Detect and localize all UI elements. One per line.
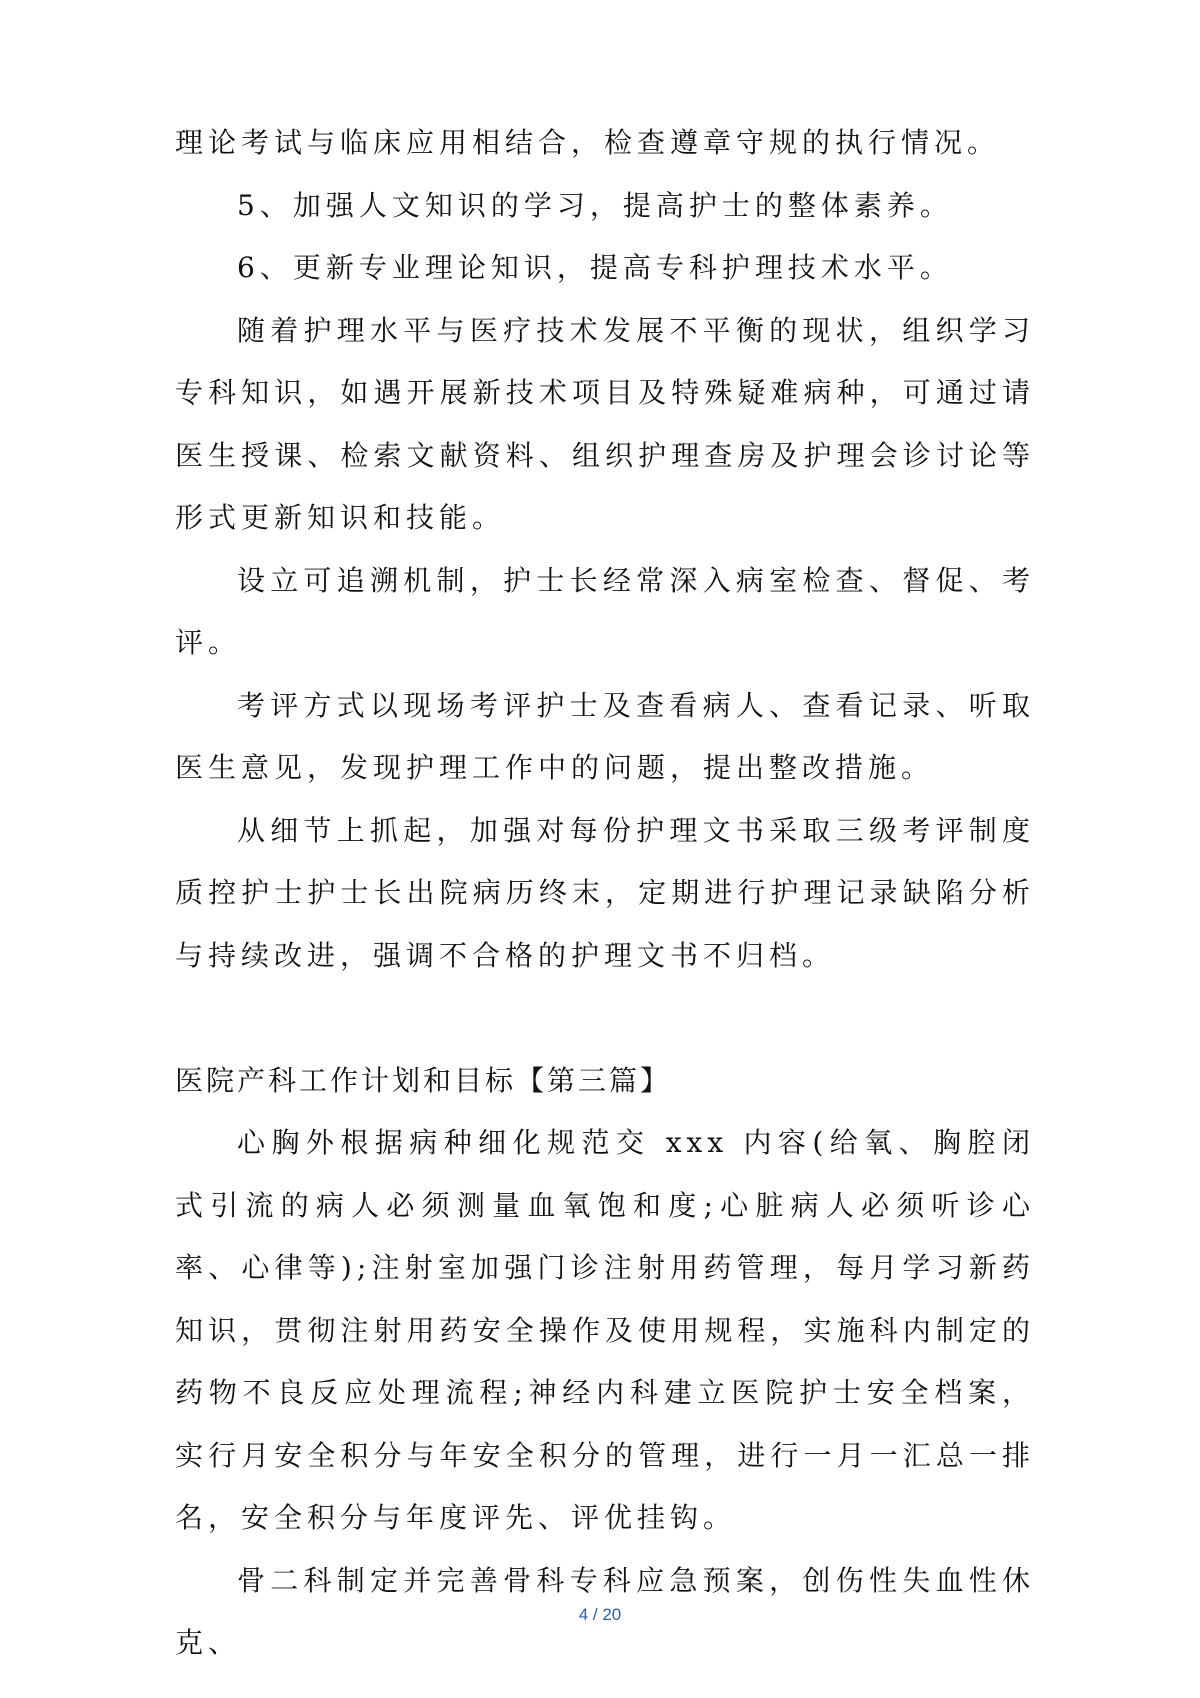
document-body: [175, 112, 1035, 1675]
paragraph-traceability: 设立可追溯机制，护士长经常深入病室检查、督促、考评。: [175, 563, 1035, 659]
paragraph-continuation: 理论考试与临床应用相结合，检查遵章守规的执行情况。: [175, 126, 1001, 159]
paragraph-orthopedics: 骨二科制定并完善骨科专科应急预案，创伤性失血性休克、: [175, 1563, 1035, 1659]
paragraph-specialty-knowledge: 随着护理水平与医疗技术发展不平衡的现状，组织学习专科知识，如遇开展新技术项目及特殊疑难病种，可通过请医生授课、检索文献资料、组织护理查房及护理会诊讨论等形式更新知识和技能。: [175, 313, 1035, 534]
paragraph-item-5: 5、加强人文知识的学习，提高护士的整体素养。: [237, 188, 953, 222]
page-number: 4 / 20: [578, 1605, 622, 1624]
paragraph-item-6: 6、更新专业理论知识，提高专科护理技术水平。: [237, 251, 953, 284]
paragraph-evaluation: 考评方式以现场考评护士及查看病人、查看记录、听取医生意见，发现护理工作中的问题，提出整改措施。: [175, 688, 1035, 784]
paragraph-department-measures: 心胸外根据病种细化规范交 xxx 内容(给氧、胸腔闭式引流的病人必须测量血氧饱和度;心脏病人必须听诊心率、心律等);注射室加强门诊注射用药管理，每月学习新药知识，贯彻注射用药安全操作及使用规程，实施科内制定的药物不良反应处理流程;神经内科建立医院护士安全档案，实行月安全积分与年安全积分的管理，进行一月一汇总一排名，安全积分与年度评先、评优挂钩。: [175, 1126, 1035, 1534]
section-heading: 医院产科工作计划和目标【第三篇】: [175, 1063, 672, 1097]
paragraph-documentation: 从细节上抓起，加强对每份护理文书采取三级考评制度质控护士护士长出院病历终末，定期进行护理记录缺陷分析与持续改进，强调不合格的护理文书不归档。: [175, 813, 1035, 972]
